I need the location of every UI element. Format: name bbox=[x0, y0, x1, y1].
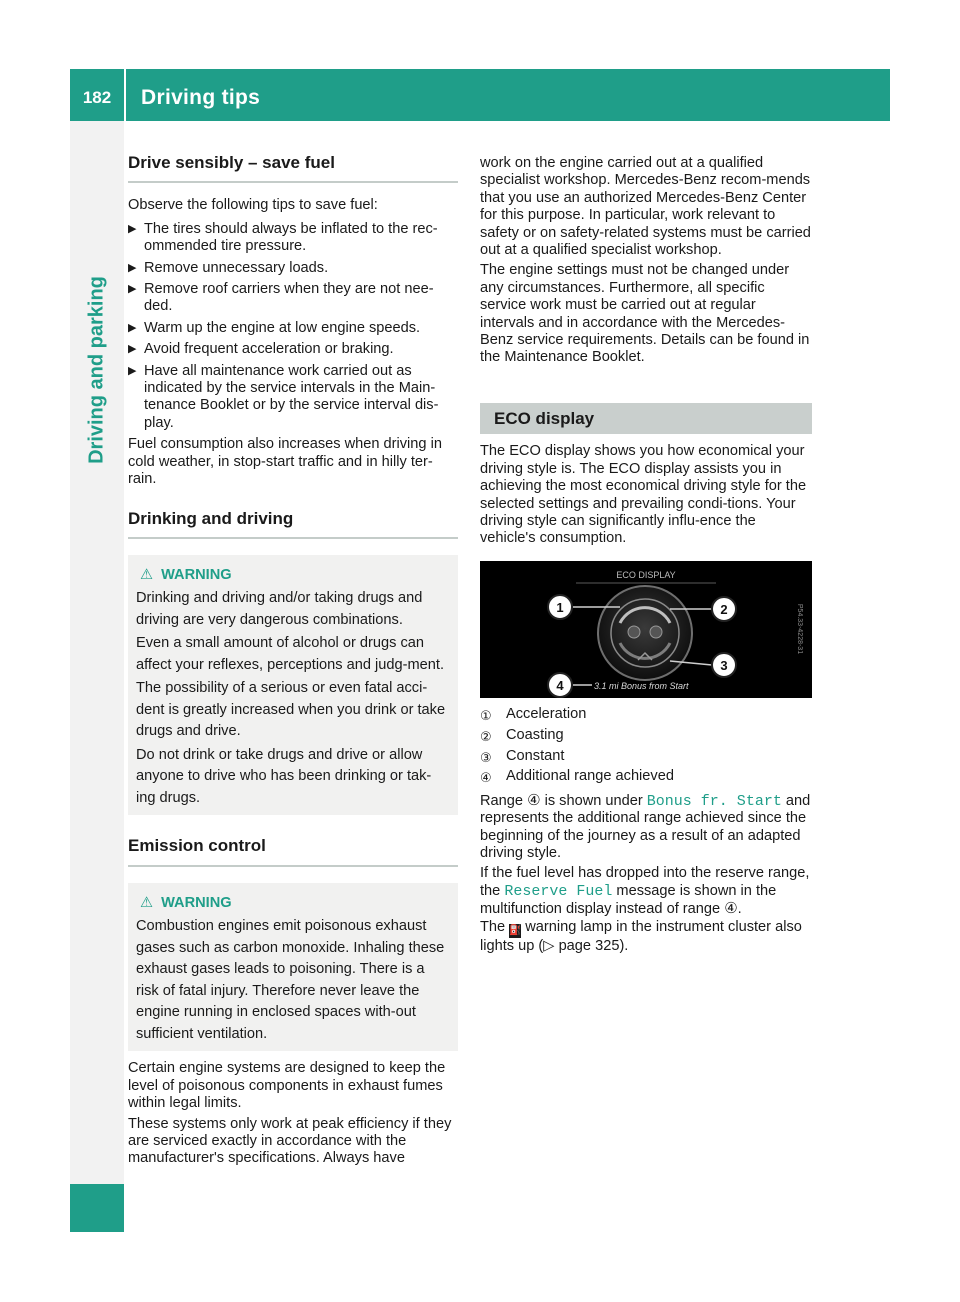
emission-text: These systems only work at peak efficiency if they are serviced exactly in accordance with the manufacturer's specifications. Always have bbox=[128, 1115, 452, 1167]
arrow-icon: ▶ bbox=[128, 321, 137, 334]
list-item: ▶ Remove unnecessary loads. bbox=[128, 259, 329, 276]
header-divider bbox=[124, 69, 126, 121]
section-title-drinking: Drinking and driving bbox=[128, 510, 458, 539]
warning-text: Do not drink or take drugs and drive or allow anyone to drive who has been drinking or tak-ing drugs. bbox=[136, 746, 432, 806]
list-item: ④ Additional range achieved bbox=[480, 768, 674, 786]
callout-3 bbox=[712, 653, 736, 677]
arrow-icon: ▶ bbox=[128, 283, 137, 296]
warning-heading: ⚠ WARNING bbox=[140, 893, 448, 915]
circled-number: ④ bbox=[724, 900, 738, 918]
arrow-icon: ▶ bbox=[128, 343, 137, 356]
section-title-eco-display: ECO display bbox=[480, 403, 812, 434]
svg-text:3: 3 bbox=[720, 657, 728, 673]
arrow-icon: ▶ bbox=[128, 261, 137, 274]
eco-dial bbox=[598, 586, 692, 680]
section-title-emission: Emission control bbox=[128, 837, 458, 866]
eco-intro: The ECO display shows you how economical your driving style is. The ECO display assists you in achieving the most economical driving style for the selected settings and prevailing condi-tions. Your driving style can significantly influ-ence the vehicle's consumption. bbox=[480, 443, 807, 547]
display-message: Reserve Fuel bbox=[504, 882, 613, 900]
list-item: ▶ Avoid frequent acceleration or braking. bbox=[128, 341, 394, 358]
emission-text: Certain engine systems are designed to keep the level of poisonous components in exhaust fumes within legal limits. bbox=[128, 1060, 446, 1112]
warning-triangle-icon: ⚠ bbox=[140, 566, 154, 583]
warning-triangle-icon: ⚠ bbox=[140, 894, 154, 911]
page-number: 182 bbox=[82, 88, 112, 107]
warning-box-drinking bbox=[128, 555, 458, 816]
list-item: ▶ Warm up the engine at low engine speeds. bbox=[128, 319, 421, 336]
continued-text: The engine settings must not be changed under any circumstances. Furthermore, all specific service work must be carried out at regular intervals and in accordance with the Mercedes-Benz service requirements. Details can be found in the Maintenance Booklet. bbox=[480, 262, 810, 366]
list-item: ▶ The tires should always be inflated to the rec-ommended tire pressure. bbox=[128, 220, 438, 255]
right-column bbox=[480, 155, 812, 955]
warning-text: The possibility of a serious or even fatal acci-dent is greatly increased when you drink or take drugs and drive. bbox=[136, 680, 446, 740]
screen-readout: 3.1 mi Bonus from Start bbox=[594, 680, 689, 691]
display-message: Bonus fr. Start bbox=[646, 792, 782, 810]
svg-text:2: 2 bbox=[720, 601, 728, 617]
list-item: ▶ Remove roof carriers when they are not nee-ded. bbox=[128, 281, 434, 315]
page-section-title: Driving tips bbox=[141, 86, 261, 109]
save-fuel-list bbox=[128, 221, 458, 432]
warning-text: Combustion engines emit poisonous exhaust gases such as carbon monoxide. Inhaling these exhaust gases leads to poisoning. There is a risk of fatal injury. Therefore never leave the engine running in enclosed spaces with-out sufficient ventilation. bbox=[136, 918, 445, 1042]
screen-title: ECO DISPLAY bbox=[616, 569, 676, 580]
list-item: ▶ Have all maintenance work carried out as indicated by the service intervals in the Main-tenance Booklet or by the service interval dis-play. bbox=[128, 362, 439, 431]
page-reference-icon: ▷ bbox=[543, 937, 555, 954]
callout-2 bbox=[712, 597, 736, 621]
list-item: ② Coasting bbox=[480, 726, 564, 744]
callout-4 bbox=[548, 673, 572, 697]
warning-box-emission bbox=[128, 883, 458, 1052]
continued-text: work on the engine carried out at a qualified specialist workshop. Mercedes-Benz recom-mends that you use an authorized Mercedes-Benz Center for this purpose. In particular, work relevant to safety or on safety-related systems must be carried out at a qualified specialist workshop. bbox=[480, 155, 811, 259]
svg-text:4: 4 bbox=[556, 677, 564, 693]
warning-text: Even a small amount of alcohol or drugs can affect your reflexes, perceptions and judg-ment. bbox=[136, 635, 444, 673]
range-text: Range ④ is shown under Bonus fr. Start and represents the additional range achieved since the beginning of the journey as a result of an adapted driving style. bbox=[480, 791, 811, 862]
eco-display-svg bbox=[480, 561, 812, 698]
warning-heading: ⚠ WARNING bbox=[140, 565, 448, 587]
circled-number: ④ bbox=[527, 791, 541, 809]
eco-display-figure bbox=[480, 561, 812, 698]
save-fuel-outro: Fuel consumption also increases when driving in cold weather, in stop-start traffic and in hilly ter-rain. bbox=[128, 436, 442, 488]
svg-text:1: 1 bbox=[556, 599, 564, 615]
left-column bbox=[128, 150, 458, 1168]
figure-code: P54.33-4228-31 bbox=[796, 603, 803, 654]
list-item: ① Acceleration bbox=[480, 705, 587, 723]
eco-legend bbox=[480, 706, 812, 786]
side-tab-label: Driving and parking bbox=[85, 276, 108, 464]
section-title-save-fuel: Drive sensibly – save fuel bbox=[128, 150, 458, 183]
save-fuel-intro: Observe the following tips to save fuel: bbox=[128, 197, 378, 214]
callout-1 bbox=[548, 595, 572, 619]
fuel-pump-icon: ⛽ bbox=[509, 924, 522, 936]
warning-text: Drinking and driving and/or taking drugs and driving are very dangerous combinations. bbox=[136, 590, 423, 628]
list-item: ③ Constant bbox=[480, 747, 565, 765]
reserve-text: If the fuel level has dropped into the reserve range, the Reserve Fuel message is shown in the multifunction display instead of range ④. The ⛽ warning lamp in the instrument cluster also lights up (▷ page 325). bbox=[480, 865, 810, 954]
side-tab-marker bbox=[70, 1184, 124, 1232]
arrow-icon: ▶ bbox=[128, 222, 137, 235]
arrow-icon: ▶ bbox=[128, 364, 137, 377]
